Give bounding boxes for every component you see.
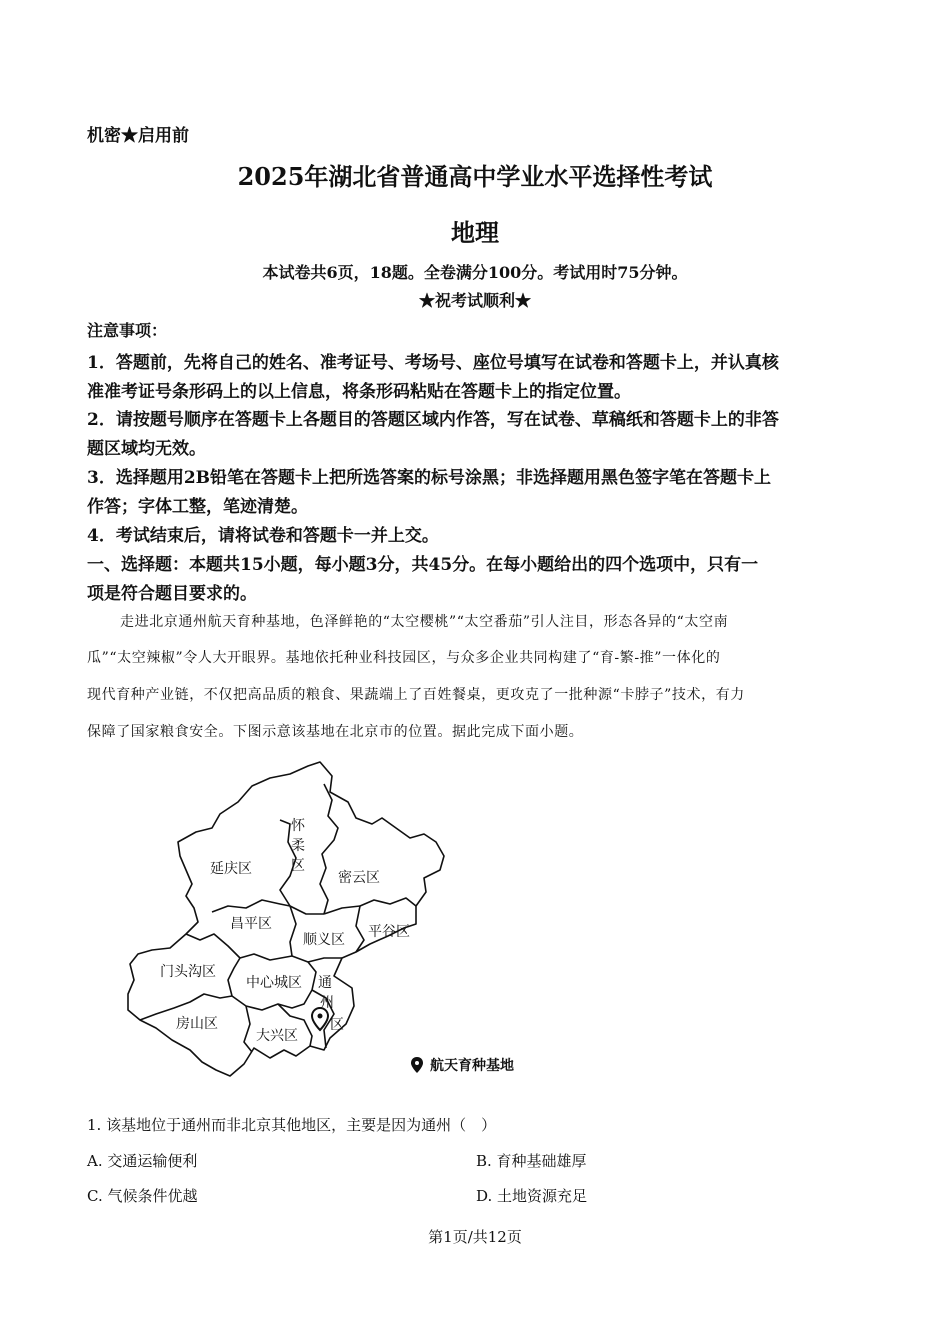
option-c[interactable]: C. 气候条件优越: [87, 1187, 198, 1205]
question-stem: 1. 该基地位于通州而非北京其他地区，主要是因为通州（ ）: [87, 1116, 497, 1134]
border-changping-shunyi: [290, 906, 296, 956]
label-shunyi: 顺义区: [303, 932, 345, 948]
passage-line: 瓜”“太空辣椒”令人大开眼界。基地依托种业科技园区，与众多企业共同构建了“育-繁-推”一体化的: [87, 650, 721, 666]
section-heading-line: 一、选择题：本题共15小题，每小题3分，共45分。在每小题给出的四个选项中，只有一: [87, 555, 759, 575]
border-miyun-pinggu: [360, 898, 416, 906]
passage-line: 现代育种产业链，不仅把高品质的粮食、果蔬端上了百姓餐桌，更攻克了一批种源“卡脖子”技术，有力: [87, 687, 745, 703]
subject-title: 地理: [451, 218, 499, 247]
beijing-district-map: [120, 758, 540, 1088]
label-tongzhou: 州: [320, 995, 334, 1011]
label-tongzhou: 通: [318, 975, 332, 991]
label-center-city: 中心城区: [246, 975, 302, 991]
label-yanqing: 延庆区: [210, 861, 252, 877]
legend-pin-icon: [411, 1057, 423, 1073]
section-heading-line: 项是符合题目要求的。: [87, 584, 257, 604]
notice-line: 题区域均无效。: [87, 439, 206, 459]
exam-title: 2025年湖北省普通高中学业水平选择性考试: [237, 162, 713, 191]
option-b[interactable]: B. 育种基础雄厚: [476, 1152, 587, 1170]
passage-line: 走进北京通州航天育种基地，色泽鲜艳的“太空樱桃”“太空番茄”引人注目，形态各异的“太空南: [120, 614, 729, 630]
label-changping: 昌平区: [230, 916, 272, 932]
label-fangshan: 房山区: [176, 1016, 218, 1032]
page-number: 第1页/共12页: [428, 1228, 522, 1246]
notice-line: 1．答题前，先将自己的姓名、准考证号、考场号、座位号填写在试卷和答题卡上，并认真核: [87, 353, 779, 373]
label-huairou: 柔: [291, 838, 305, 854]
legend-label: 航天育种基地: [430, 1058, 514, 1074]
notice-line: 3．选择题用2B铅笔在答题卡上把所选答案的标号涂黑；非选择题用黑色签字笔在答题卡上: [87, 468, 772, 488]
border-shunyi-north: [290, 906, 324, 914]
exam-info: 本试卷共6页，18题。全卷满分100分。考试用时75分钟。: [262, 263, 688, 282]
label-mentougou: 门头沟区: [160, 964, 216, 980]
passage-line: 保障了国家粮食安全。下图示意该基地在北京市的位置。据此完成下面小题。: [87, 724, 584, 740]
label-huairou: 区: [291, 858, 305, 874]
option-d[interactable]: D. 土地资源充足: [476, 1187, 588, 1205]
option-a[interactable]: A. 交通运输便利: [87, 1152, 198, 1170]
border-fangshan-daxing: [244, 1006, 252, 1052]
label-miyun: 密云区: [338, 870, 380, 886]
border-changping-mentougou: [186, 934, 240, 958]
notice-line: 4．考试结束后，请将试卷和答题卡一并上交。: [87, 526, 439, 546]
border-yanqing-changping: [212, 900, 290, 912]
wish-text: ★祝考试顺利★: [418, 291, 531, 310]
notice-line: 2．请按题号顺序在答题卡上各题目的答题区域内作答，写在试卷、草稿纸和答题卡上的非答: [87, 410, 779, 430]
label-daxing: 大兴区: [256, 1028, 298, 1044]
label-pinggu: 平谷区: [368, 924, 410, 940]
notice-line: 作答；字体工整，笔迹清楚。: [87, 497, 308, 517]
secret-label: 机密★启用前: [87, 126, 189, 146]
notice-line: 准准考证号条形码上的以上信息，将条形码粘贴在答题卡上的指定位置。: [87, 382, 631, 402]
label-huairou: 怀: [291, 818, 305, 834]
label-tongzhou: 区: [330, 1017, 344, 1033]
border-huairou-miyun: [320, 784, 338, 914]
notice-heading: 注意事项：: [87, 321, 168, 340]
